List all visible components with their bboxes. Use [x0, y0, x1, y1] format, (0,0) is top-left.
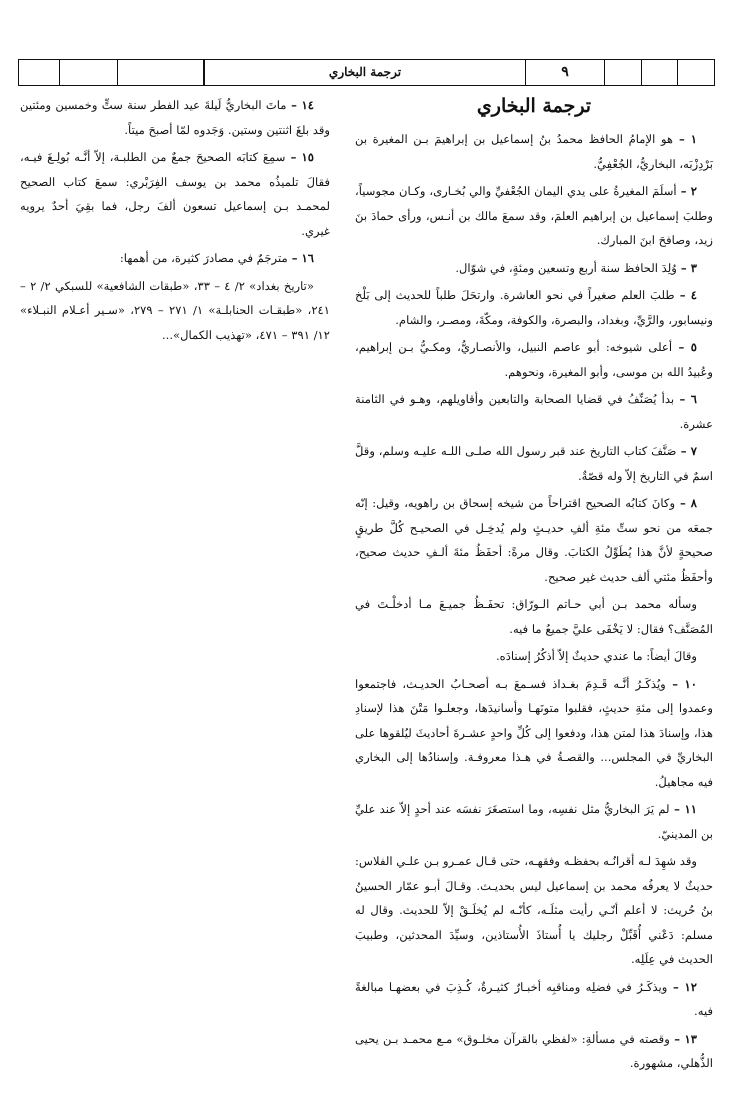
- item-number: ١٥ –: [285, 150, 314, 164]
- item-number: ١٢ –: [667, 979, 697, 994]
- item-text: ويُذكَـرُ أنَّـه قَـدِمَ بغـداذ فسـمعَ بـه أصحـابُ الحديـث، فاجتمعوا وعمدوا إلى مئةِ حديثٍ، فقلبوا متونَهـا وأسانيدَها، وجعلـوا مَتْنَ هذا لإسنادِ هذا، وإسنادَ هذا لمتن هذا، ودفعوا إلى كُلِّ واحدٍ عشـرةَ أحاديثَ ليُلقوها على البخاريِّ في المجلس... والقصـةُ في هـذا معروفـة. وإسنادُها إلى البخاري فيه مجاهيلُ.: [355, 676, 713, 789]
- paragraph: [355, 335, 713, 384]
- item-text: طلبَ العلم صغيراً في نحو العاشرة. وارتحَلَ طلباً للحديث إلى بَلْخ ونيسابور، والرَّيِّ، وبغداد، والبصرة، والكوفة، ومكّةَ، ومصـر، والشام.: [355, 288, 713, 327]
- paragraph: [20, 93, 330, 142]
- paragraph: [355, 1027, 713, 1076]
- item-number: ٧ –: [676, 444, 697, 458]
- item-number: ١٣ –: [669, 1031, 697, 1046]
- item-text: مترجَمٌ في مصادرَ كثيرة، من أهمها:: [119, 251, 288, 265]
- item-text: وقد شهِدَ لـه أقرانُـه بحفظـه وفقهـه، حتى قـال عمـرو بـن علـي الفلاس: حديثٌ لا يعرفُه محمد بن إسماعيل ليس بحديـث. وقـالَ أبـو عمّار الحسينُ بنُ حُريث: لا أعلم أنّـي رأيت مثلَـه، كأنّـه لم يُخلَـقْ إلاّ للحديث. وقال له مسلم: دَعْني أُقَبِّلْ رجليك يا أُستاذَ الأُستاذين، وسيِّدَ المحدثين، وطبيبَ الحديث في عِلَلِه.: [355, 854, 713, 966]
- item-text: أسلَمَ المغيرةُ على يدي اليمان الجُعْفيِّ والي بُخـارى، وكـان مجوسياً، وطلبَ إسماعيل بن إبراهيم العلمَ، وقد سمعَ مالك بن أنـس، ورأى حمادَ بنَ زيد، وصافحَ ابنَ المبارك.: [355, 184, 713, 247]
- item-number: ١١ –: [669, 802, 697, 816]
- item-text: سمِعَ كتابَه الصحيحَ جمعٌ من الطلبـة، إلاّ أنَّـه بُولِـغَ فيـه، فقالَ تلميذُه محمد بن يوسف الفِرَبْري: سمعَ كتاب الصحيح لمحمـد بـن إسماعيل تسعون ألفَ رجل، فما بقِيَ أحدٌ يرويه غيري.: [20, 150, 330, 238]
- item-number: ١٦ –: [287, 251, 314, 265]
- item-number: ٣ –: [676, 260, 697, 275]
- paragraph: [355, 439, 713, 488]
- header-cell: [19, 60, 60, 85]
- right-column-items: [355, 127, 713, 1076]
- header-cell: [605, 60, 641, 85]
- item-text: وقالَ أيضاً: ما عندي حديثٌ إلاّ أذكُرُ إسنادَه.: [495, 649, 697, 663]
- item-number: ١٤ –: [286, 98, 314, 112]
- item-text: وسأله محمد بـن أبي حـاتم الـورّاق: تحفَـظُ جميـعَ مـا أدخلْـتَ في المُصَنَّف؟ فقال: لا يَخْفَى عليَّ جميعُ ما فيه.: [355, 597, 713, 636]
- paragraph: [20, 145, 330, 243]
- item-text: لم يَرَ البخاريُّ مثل نفسِه، وما استصغَرَ نفسَه عند أحدٍ إلاّ عند عليِّ بن المدينيّ.: [355, 802, 713, 841]
- item-number: ١ –: [673, 132, 697, 146]
- item-text: بدأ يُصَنِّفُ في قضايا الصحابة والتابعين وأقاويلهم، وهـو في الثامنة عشرة.: [355, 392, 713, 431]
- item-text: وكانَ كتابُه الصحيح اقتراحاً من شيخه إسحاق بن راهويه، وقيل: إنّه جمعَه من نحو ستِّ مئةِ ألفِ حديـثٍ ولم يُدخِـل في الصحيـح كُلَّ طريقٍ صحيحةٍ لأنَّ هذا يُطَوِّلُ الكتابَ. وقال مرةً: أحفَظُ مئةَ ألـفِ حديث صحيح، وأحفَظُ مئتي ألف حديث غير صحيح.: [355, 496, 713, 584]
- item-text: هو الإمامُ الحافظ محمدُ بنُ إسماعيل بن إبراهيمَ بـن المغيرة بن بَرْدِزْبَه، البخاريُّ، الجُعْفِيُّ.: [355, 132, 713, 171]
- paragraph: [355, 975, 713, 1024]
- item-number: ٢ –: [676, 184, 697, 198]
- item-number: ٥ –: [672, 340, 697, 354]
- header-cell: [60, 60, 118, 85]
- left-column-items: [20, 93, 330, 347]
- paragraph: [355, 256, 713, 281]
- item-text: ويذكَـرُ في فضلِه ومناقبِه أخبـارٌ كثيـرةٌ، كُـذِبَ في بعضهـا مبالغةً فيه.: [355, 979, 713, 1018]
- item-number: ١٠ –: [665, 676, 697, 691]
- right-column: [355, 93, 713, 1079]
- paragraph: [20, 274, 330, 348]
- paragraph: [355, 644, 713, 669]
- paragraph: [355, 672, 713, 795]
- item-number: ٤ –: [674, 288, 698, 302]
- section-heading: ترجمة البخاري: [476, 95, 592, 117]
- item-text: ماتَ البخاريُّ لَيلةَ عيد الفطر سنة ستٍّ وخمسين ومئتين وقد بلغَ اثنتين وستين. وَجَدوه لمّا أصبحَ ميتاً.: [20, 98, 330, 137]
- left-column: [20, 93, 330, 350]
- header-cell: [641, 60, 677, 85]
- item-text: «تاريخ بغداد» ٢/ ٤ – ٣٣، «طبقات الشافعية» للسبكي ٢/ ٢ – ٢٤١، «طبقـات الحنابلـة» ١/ ٢٧١ – ٢٧٩، «سـير أعـلام النبـلاء» ١٢/ ٣٩١ – ٤٧١، «تهذيب الكمال»...: [20, 278, 330, 342]
- running-header: [18, 59, 715, 86]
- header-cell: [118, 60, 204, 85]
- item-text: وقصته في مسألةِ: «لفظي بالقرآن مخلـوق» مـع محمـد بـن يحيى الذُّهلي، مشهورة.: [355, 1031, 713, 1070]
- paragraph: [20, 246, 330, 271]
- paragraph: [355, 491, 713, 589]
- page-number: ٩: [525, 60, 605, 85]
- paragraph: [355, 179, 713, 253]
- item-text: صَنَّفَ كتاب التاريخ عند قبر رسول الله صلـى اللـه عليـه وسلم، وقلَّ اسمٌ في التاريخ إلاّ وله قصّةٌ.: [355, 444, 713, 483]
- item-number: ٦ –: [674, 392, 697, 406]
- item-text: وُلِدَ الحافظ سنة أربع وتسعين ومئةٍ، في شوّال.: [455, 260, 677, 275]
- item-number: ٨ –: [675, 496, 697, 510]
- paragraph: [355, 283, 713, 332]
- paragraph: [355, 797, 713, 846]
- paragraph: [355, 849, 713, 972]
- running-title: ترجمة البخاري: [204, 60, 525, 85]
- header-cell: [677, 60, 714, 85]
- paragraph: [355, 387, 713, 436]
- paragraph: [355, 592, 713, 641]
- item-text: أعلى شيوخه: أبو عاصم النبيل، والأنصـاريُّ، ومكـيُّ بـن إبراهيم، وعُبيدُ الله بن موسى، وأبو المغيرة، ونحوهم.: [355, 340, 713, 379]
- paragraph: [355, 127, 713, 176]
